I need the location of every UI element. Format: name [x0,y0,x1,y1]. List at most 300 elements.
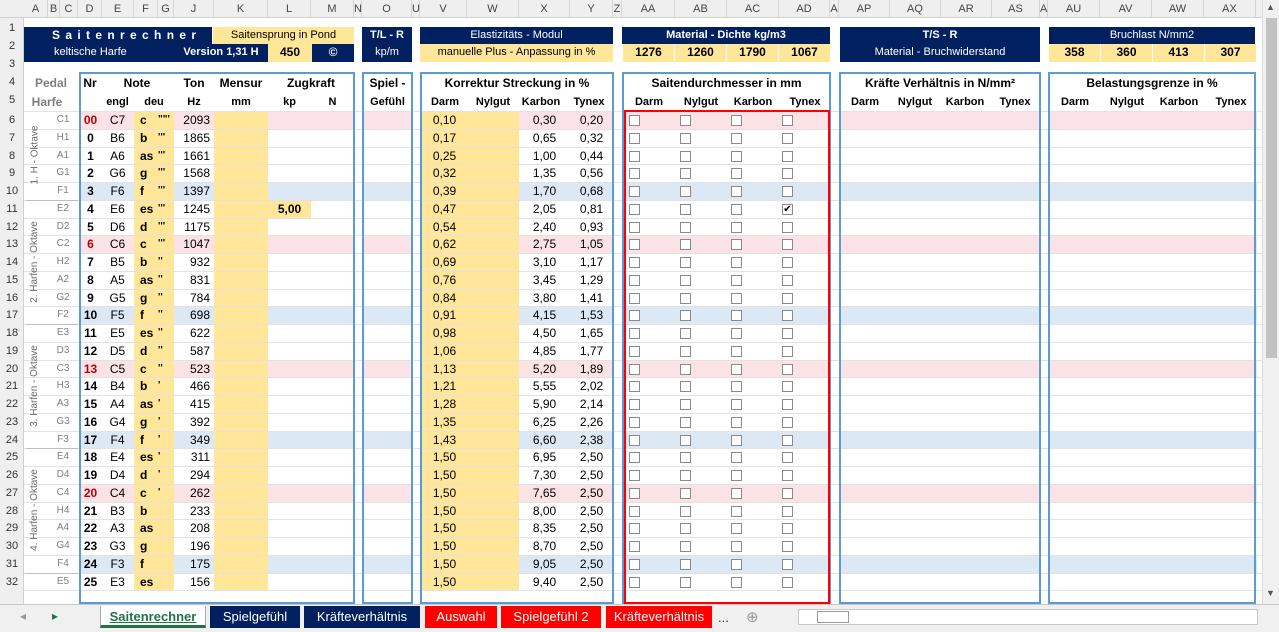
ts-r-label: T/S - R [840,27,1040,44]
row-header-8[interactable]: 8 [8,149,16,162]
korrektur-value: 5,55 [532,379,557,394]
note-engl: B3 [110,503,125,518]
pedal-note: D4 [56,469,70,480]
ton-hz: 466 [189,379,210,394]
pedal-note: E5 [56,575,70,587]
column-header-AX[interactable]: AX [1204,0,1256,18]
sheet-tab[interactable]: Auswahl [425,606,497,628]
korrektur-header: Korrektur Streckung in % [444,76,590,90]
note-engl: C5 [101,361,134,378]
korrektur-value: 2,40 [532,219,557,234]
korrektur-value: 0,81 [579,201,604,216]
ton-hz: 932 [189,255,210,269]
column-header-AU[interactable]: AU [1048,0,1100,18]
row-header-32[interactable]: 32 [5,575,19,588]
korrektur-value: 1,41 [579,290,604,305]
note-mark: ''' [158,220,166,232]
sheet-tab[interactable]: Kräfteverhältnis [606,606,712,628]
korrektur-value: 0,91 [421,307,468,324]
durchmesser-selection [624,110,830,604]
sheet-tab[interactable]: Saitenrechner [100,606,206,628]
ton-hz: 1047 [174,236,214,253]
tab-next-arrow[interactable]: ▸ [52,609,59,623]
row-header-29[interactable]: 29 [5,522,19,535]
korrektur-value: 8,70 [532,539,557,553]
emod-sub: manuelle Plus - Anpassung in % [420,44,613,62]
pedal-note: E3 [56,327,70,338]
note-deu: c [134,485,174,502]
column-header-U[interactable]: U [412,0,420,18]
column-header-O[interactable]: O [362,0,412,18]
pedal-note: A2 [56,273,70,285]
ton-hz: 1865 [183,130,210,145]
note-mark: ''' [158,131,166,143]
korrektur-value: 0,32 [579,130,604,145]
korrektur-value: 0,20 [570,112,613,129]
note-mark: ''' [158,185,166,196]
korrektur-value: 0,98 [421,325,468,342]
row-header-7[interactable]: 7 [8,131,16,144]
zugkraft-header: Zugkraft [287,76,335,90]
note-nr: 9 [87,290,94,305]
korrektur-value: 0,30 [519,112,570,129]
column-header-AP[interactable]: AP [839,0,890,18]
note-mark: '' [158,256,163,267]
durchmesser-col-karbon: Karbon [733,96,773,108]
column-header-E[interactable]: E [102,0,134,18]
row-header-26[interactable]: 26 [5,469,19,481]
column-header-X[interactable]: X [519,0,570,18]
row-header-20[interactable]: 20 [5,362,19,375]
pedal-note: E4 [56,451,70,463]
note-engl: A3 [110,521,125,536]
note-deu: d [134,467,174,484]
note-mark: '' [158,291,163,303]
column-header-A[interactable]: A [1040,0,1048,18]
pedal-note: A1 [56,149,70,161]
note-nr: 21 [83,503,98,518]
note-nr: 3 [80,183,101,200]
korrektur-value: 2,50 [570,485,613,502]
note-deu: as [134,396,174,413]
vertical-scrollbar[interactable] [1262,0,1279,604]
korrektur-value: 1,65 [579,326,604,340]
version-label: Version 1,31 H [174,44,268,62]
add-sheet-icon[interactable]: ⊕ [746,609,759,626]
note-mark: ' [158,380,161,392]
korrektur-value: 1,00 [532,148,557,163]
korrektur-value: 2,14 [579,397,604,411]
row-header-25[interactable]: 25 [5,451,19,464]
row-header-21[interactable]: 21 [5,380,19,393]
column-header-A[interactable]: A [830,0,839,18]
ton-hz: 415 [189,397,210,411]
note-engl: B6 [110,130,125,145]
note-mark: '' [158,362,163,374]
note-nr: 00 [80,112,101,129]
scroll-thumb[interactable] [1266,18,1277,358]
note-deu: b [134,378,174,395]
row-header-2[interactable]: 2 [8,40,16,52]
column-header-AB[interactable]: AB [675,0,727,18]
sheet-tab[interactable]: Kräfteverhältnis [304,606,420,628]
pedal-note: E2 [56,202,70,214]
column-header-F[interactable]: F [134,0,158,18]
bruchlast-value[interactable]: 413 [1153,44,1204,62]
bruchlast-value[interactable]: 358 [1049,44,1100,62]
korrektur-value: 1,35 [421,414,468,431]
note-deu: es [134,201,174,218]
ton-header: Ton [183,76,205,90]
row-header-14[interactable]: 14 [5,256,19,268]
nr-header: Nr [83,76,97,90]
korrektur-value: 0,68 [570,183,613,200]
note-engl: G4 [109,414,126,429]
zugkraft-input[interactable]: 5,00 [268,201,311,218]
korrektur-col-tynex: Tynex [573,96,605,108]
column-header-A[interactable]: A [24,0,48,18]
korrektur-value: 0,25 [421,148,468,165]
tab-prev-arrow[interactable]: ◂ [20,609,27,623]
note-nr: 7 [87,255,94,269]
gefuehl-header: Gefühl [370,96,405,108]
pedal-note: H1 [56,131,70,143]
tl-r-label: T/L - R [362,27,412,44]
column-header-W[interactable]: W [467,0,519,18]
note-mark: ''' [158,167,166,179]
korrektur-value: 0,17 [421,130,468,147]
durchmesser-col-tynex: Tynex [789,96,821,108]
ton-hz: 349 [174,432,214,449]
pedal-note: H4 [56,504,70,516]
korrektur-value: 4,50 [532,326,557,340]
korrektur-col-nylgut: Nylgut [475,96,511,108]
row-header-bar [0,18,24,604]
column-header-D[interactable]: D [78,0,102,18]
korrektur-value: 2,50 [579,574,604,589]
belastung-col-tynex: Tynex [1215,96,1247,108]
note-deu: f [134,432,174,449]
ton-hz: 1175 [184,219,210,234]
note-mark: ''' [158,202,166,214]
korrektur-value: 9,05 [519,556,570,573]
korrektur-value: 2,50 [579,503,604,518]
saitensprung-value[interactable]: 450 [268,44,312,62]
pedal-note: G2 [56,291,70,303]
ton-hz: 587 [189,343,210,358]
row-header-16[interactable]: 16 [5,291,19,304]
pedal-note: A4 [56,522,70,534]
note-mark: '' [158,344,163,356]
note-engl: D6 [109,219,126,234]
row-header-31[interactable]: 31 [5,557,19,570]
korrektur-value: 1,50 [421,520,468,537]
durchmesser-col-darm: Darm [634,96,664,108]
note-mark: '' [158,309,163,321]
korrektur-value: 1,05 [570,236,613,253]
ton-hz: 208 [189,521,210,536]
spielgefuehl-table [362,72,413,604]
note-header: Note [123,76,151,90]
korrektur-value: 0,56 [579,166,604,181]
kraefte-header: Kräfte Verhältnis in N/mm² [864,76,1016,90]
note-mark: ' [158,451,161,463]
korrektur-value: 1,89 [570,361,613,378]
row-header-30[interactable]: 30 [5,540,19,552]
row-header-28[interactable]: 28 [5,504,19,517]
column-header-Z[interactable]: Z [613,0,622,18]
bruchlast-value[interactable]: 360 [1101,44,1152,62]
korrektur-value: 6,60 [519,432,570,449]
korrektur-value: 3,10 [532,255,557,269]
belastung-col-nylgut: Nylgut [1109,96,1145,108]
ton-hz: 1397 [174,183,214,200]
row-header-5[interactable]: 5 [8,94,16,106]
korrektur-value: 0,65 [532,130,557,145]
korrektur-value: 1,13 [421,361,468,378]
octave-label: 3. Harfen - Oktave [29,345,40,427]
tab-more[interactable]: ... [718,610,729,625]
korrektur-value: 0,10 [421,112,468,129]
column-header-AC[interactable]: AC [727,0,779,18]
sheet-tab[interactable]: Spielgefühl [210,606,300,628]
korrektur-value: 3,80 [532,290,557,305]
ton-hz: 698 [174,307,214,324]
korrektur-value: 8,35 [532,521,557,536]
row-header-9[interactable]: 9 [8,167,16,180]
korrektur-value: 1,06 [421,343,468,360]
copyright-label: © [312,44,354,62]
korrektur-value: 2,50 [579,539,604,553]
notes-table [79,72,355,604]
ton-hz: 1245 [183,201,210,216]
note-engl: C6 [101,236,134,253]
column-header-J[interactable]: J [174,0,214,18]
row-header-12[interactable]: 12 [5,220,19,233]
korrektur-value: 1,29 [579,272,604,287]
note-nr: 16 [83,414,98,429]
saitensprung-label: Saitensprung in Pond [213,27,354,44]
ton-hz: 233 [189,503,210,518]
note-nr: 6 [80,236,101,253]
pedal-note: G4 [56,540,70,551]
note-engl: G6 [109,166,126,181]
note-nr: 23 [83,539,98,553]
kraefte-col-nylgut: Nylgut [897,96,933,108]
row-header-6[interactable]: 6 [8,114,16,126]
ton-hz: 196 [189,539,210,553]
row-header-1[interactable]: 1 [8,22,16,34]
row-header-24[interactable]: 24 [5,433,19,446]
hscroll-bar[interactable] [798,609,1258,625]
korrektur-col-darm: Darm [430,96,460,108]
pedal-note: F1 [57,185,69,196]
note-mark: ""' [158,114,170,125]
note-engl: F4 [101,432,134,449]
column-header-AD[interactable]: AD [779,0,830,18]
note-engl: G5 [109,290,126,305]
note-deu: d [134,343,174,360]
row-header-18[interactable]: 18 [5,327,19,339]
ton-hz: 294 [189,468,210,482]
ton-hz: 831 [189,272,210,287]
note-engl: A6 [110,148,125,163]
pedal-note: G3 [56,415,70,427]
note-mark: ''' [158,238,166,250]
row-header-15[interactable]: 15 [5,273,19,286]
note-deu: as [134,272,174,289]
ts-r-sub: Material - Bruchwiderstand [840,44,1040,62]
ton-hz: 262 [174,485,214,502]
korrektur-value: 1,28 [421,396,468,413]
pedal-note: C3 [56,362,70,374]
belastung-header: Belastungsgrenze in % [1086,76,1218,90]
row-header-17[interactable]: 17 [5,309,19,322]
korrektur-value: 1,50 [421,538,468,555]
note-deu: g [134,414,174,431]
note-deu: b [134,130,174,147]
pedal-note: F4 [57,557,69,569]
ton-hz: 622 [189,326,210,340]
kraefte-col-tynex: Tynex [999,96,1031,108]
column-header-N[interactable]: N [354,0,362,18]
hscroll-thumb[interactable] [817,611,849,623]
korrektur-value: 2,50 [579,468,604,482]
density-label: Material - Dichte kg/m3 [622,27,830,44]
note-nr: 19 [83,468,98,482]
column-header-C[interactable]: C [60,0,78,18]
density-value[interactable]: 1276 [623,44,674,62]
note-mark: '' [158,327,163,338]
column-header-AA[interactable]: AA [622,0,675,18]
note-nr: 13 [80,361,101,378]
note-engl: E6 [110,201,125,216]
octave-label: 4. Harfen - Oktave [29,469,40,552]
korrektur-col-karbon: Karbon [521,96,561,108]
scroll-down-arrow[interactable]: ▼ [1266,588,1275,598]
emod-label: Elastizitäts - Modul [420,27,613,44]
pedal-note: F3 [57,433,69,445]
density-value[interactable]: 1790 [727,44,778,62]
octave-label: 1. H - Oktave [29,125,40,185]
durchmesser-col-nylgut: Nylgut [683,96,719,108]
korrektur-table [420,72,614,604]
korrektur-value: 7,65 [519,485,570,502]
row-header-27[interactable]: 27 [5,486,19,499]
note-nr: 22 [83,521,98,536]
korrektur-value: 0,54 [421,219,468,236]
note-nr: 20 [80,485,101,502]
durchmesser-header: Saitendurchmesser in mm [651,76,802,90]
ton-hz: 784 [189,290,210,305]
korrektur-value: 1,35 [532,166,557,181]
korrektur-value: 6,25 [532,414,557,429]
pedal-note: D3 [56,344,70,356]
korrektur-value: 2,05 [532,201,557,216]
note-engl: B5 [110,255,125,269]
column-header-V[interactable]: V [420,0,467,18]
density-value[interactable]: 1260 [675,44,726,62]
column-header-AW[interactable]: AW [1152,0,1204,18]
row-header-11[interactable]: 11 [6,202,18,215]
pedal-note: A3 [56,398,70,409]
note-nr: 4 [87,201,94,216]
korrektur-value: 1,50 [421,574,468,591]
note-nr: 10 [80,307,101,324]
scroll-up-arrow[interactable]: ▲ [1266,2,1275,12]
note-mark: ' [158,398,161,409]
column-header-L[interactable]: L [268,0,311,18]
row-header-13[interactable]: 13 [5,238,19,251]
bruchlast-value[interactable]: 307 [1205,44,1256,62]
pedal-note: G1 [56,167,70,179]
note-mark: ' [158,433,161,445]
note-deu: f [134,556,174,573]
note-engl: A4 [110,397,125,411]
note-deu: g [134,538,174,555]
column-header-M[interactable]: M [311,0,354,18]
column-header-K[interactable]: K [214,0,268,18]
column-header-AQ[interactable]: AQ [890,0,941,18]
column-header-AS[interactable]: AS [992,0,1040,18]
ton-hz: 1568 [183,166,210,181]
note-engl: D5 [109,343,126,358]
row-header-23[interactable]: 23 [5,415,19,428]
note-engl: G3 [109,539,126,553]
column-header-G[interactable]: G [158,0,174,18]
belastung-col-darm: Darm [1060,96,1090,108]
korrektur-value: 2,26 [579,414,604,429]
mensur-header: Mensur [219,76,263,90]
note-mark: '' [158,273,163,285]
korrektur-value: 1,43 [421,432,468,449]
row-header-22[interactable]: 22 [5,398,19,410]
korrektur-value: 5,20 [519,361,570,378]
note-deu: c [134,361,174,378]
pedal-note: F2 [57,309,69,321]
korrektur-value: 0,47 [421,201,468,218]
note-engl: E4 [110,450,125,465]
column-header-AV[interactable]: AV [1100,0,1152,18]
row-header-19[interactable]: 19 [5,344,19,357]
korrektur-value: 2,50 [579,450,604,465]
pedal-note: H2 [56,256,70,267]
row-header-4[interactable]: 4 [8,76,16,88]
durchmesser-checkbox[interactable]: ✔ [783,203,792,215]
note-nr: 18 [83,450,98,465]
korrektur-value: 1,50 [421,503,468,520]
pedal-note: H3 [56,380,70,392]
column-header-AR[interactable]: AR [941,0,992,18]
column-header-bar [0,0,1262,18]
density-value[interactable]: 1067 [779,44,830,62]
column-header-Y[interactable]: Y [570,0,613,18]
sheet-tab[interactable]: Spielgefühl 2 [501,606,601,628]
ton-hz: 523 [174,361,214,378]
belastung-table [1048,72,1256,604]
row-header-10[interactable]: 10 [5,185,19,197]
note-deu: d [134,219,174,236]
korrektur-value: 7,30 [532,468,557,482]
column-header-B[interactable]: B [48,0,60,18]
note-engl: D4 [109,468,126,482]
korrektur-value: 0,69 [421,254,468,271]
deu-header: deu [144,96,164,108]
korrektur-value: 0,44 [579,148,604,163]
note-engl: F6 [101,183,134,200]
ton-hz: 2093 [174,112,214,129]
row-header-3[interactable]: 3 [8,58,16,70]
